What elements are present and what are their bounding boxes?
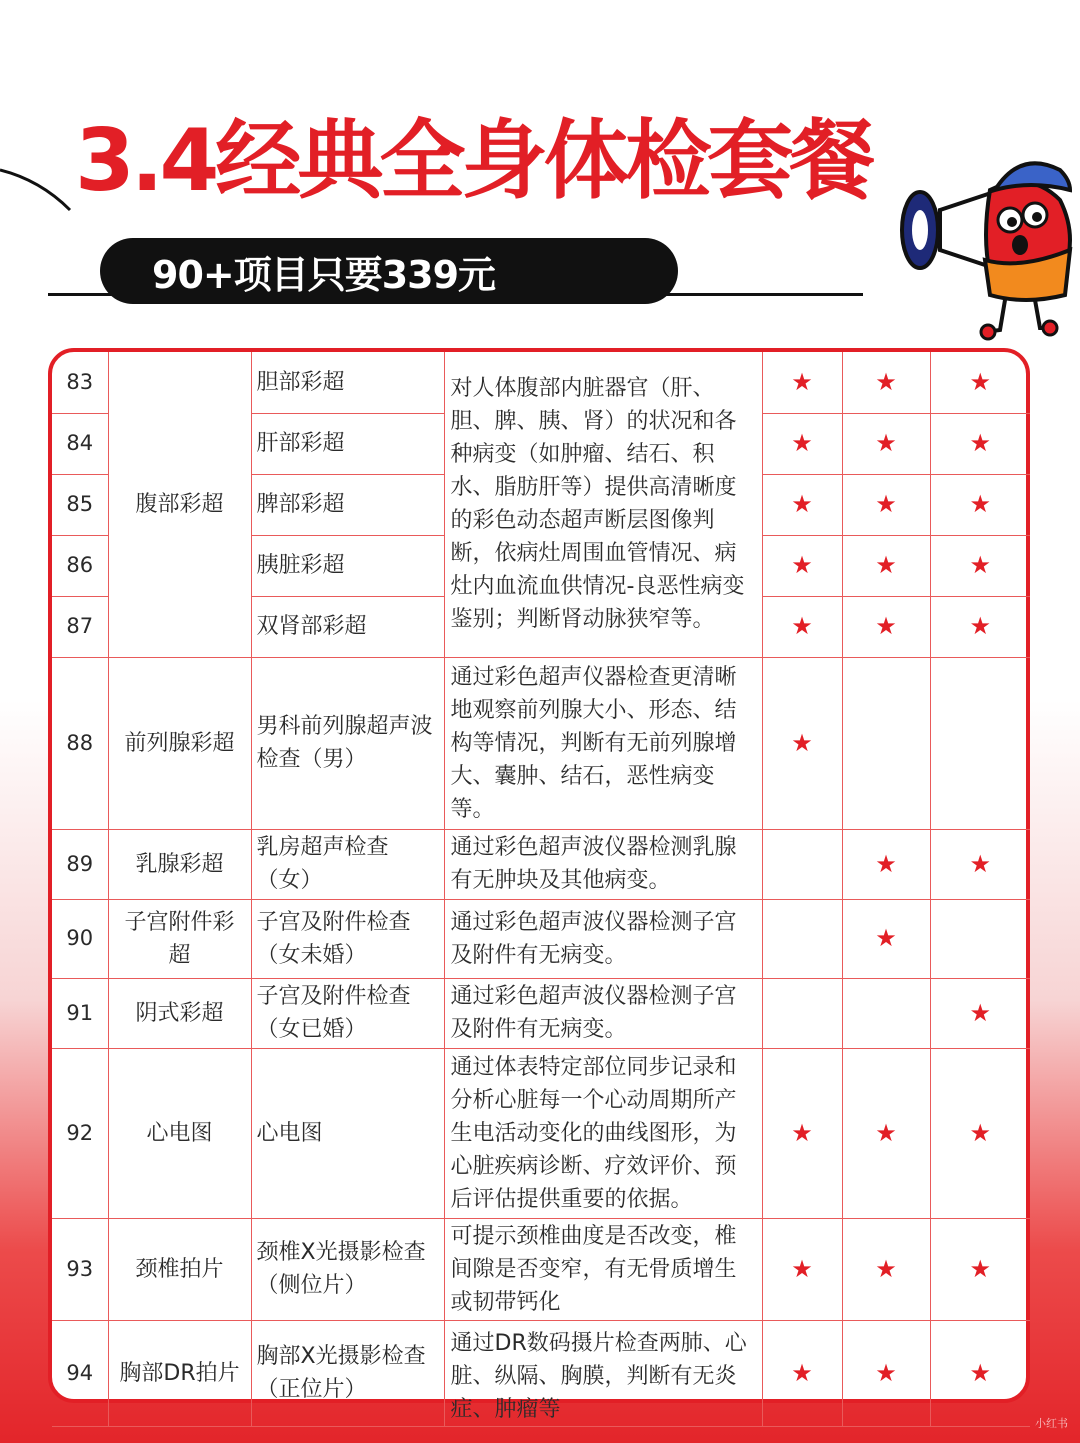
star-icon: ★ — [930, 1320, 1030, 1426]
subtitle-text: 90+项目只要339元 — [152, 252, 496, 297]
category-cell: 胸部DR拍片 — [108, 1320, 251, 1426]
star-icon — [930, 657, 1030, 829]
star-icon: ★ — [762, 1320, 842, 1426]
star-icon: ★ — [842, 1048, 930, 1218]
row-number: 90 — [52, 899, 108, 978]
row-number: 89 — [52, 829, 108, 899]
star-icon: ★ — [930, 596, 1030, 657]
star-icon: ★ — [930, 474, 1030, 535]
category-cell: 腹部彩超 — [108, 352, 251, 657]
description-cell: 通过彩色超声波仪器检测子宫及附件有无病变。 — [444, 899, 762, 978]
item-cell: 子宫及附件检查（女未婚） — [251, 899, 444, 978]
row-number: 86 — [52, 535, 108, 596]
row-number: 93 — [52, 1218, 108, 1320]
category-cell: 阴式彩超 — [108, 978, 251, 1048]
table-row — [52, 899, 1030, 978]
item-cell: 胆部彩超 — [251, 352, 444, 413]
category-cell: 前列腺彩超 — [108, 657, 251, 829]
star-icon: ★ — [842, 899, 930, 978]
star-icon: ★ — [762, 1048, 842, 1218]
description-cell: 通过彩色超声仪器检查更清晰地观察前列腺大小、形态、结构等情况，判断有无前列腺增大、囊肿、结石，恶性病变等。 — [444, 657, 762, 829]
star-icon: ★ — [842, 535, 930, 596]
table-row — [52, 657, 1030, 829]
star-icon: ★ — [930, 535, 1030, 596]
subtitle-pill — [100, 238, 678, 304]
item-cell: 脾部彩超 — [251, 474, 444, 535]
table-row — [52, 829, 1030, 899]
star-icon — [842, 978, 930, 1048]
star-icon: ★ — [930, 1048, 1030, 1218]
star-icon: ★ — [762, 535, 842, 596]
star-icon — [842, 657, 930, 829]
star-icon: ★ — [842, 352, 930, 413]
row-number: 88 — [52, 657, 108, 829]
star-icon: ★ — [842, 1218, 930, 1320]
star-icon: ★ — [842, 413, 930, 474]
star-icon — [930, 899, 1030, 978]
category-cell: 子宫附件彩超 — [108, 899, 251, 978]
row-number: 91 — [52, 978, 108, 1048]
star-icon: ★ — [762, 352, 842, 413]
double-chevron-down-icon — [692, 252, 732, 292]
row-number: 94 — [52, 1320, 108, 1426]
item-cell: 双肾部彩超 — [251, 596, 444, 657]
table-row — [52, 1048, 1030, 1218]
category-cell: 颈椎拍片 — [108, 1218, 251, 1320]
description-cell: 对人体腹部内脏器官（肝、胆、脾、胰、肾）的状况和各种病变（如肿瘤、结石、积水、脂肪肝等）提供高清晰度的彩色动态超声断层图像判断，依病灶周围血管情况、病灶内血流血供情况-良恶性病变鉴别；判断肾动脉狭窄等。 — [444, 352, 762, 657]
item-cell: 胰脏彩超 — [251, 535, 444, 596]
table-row — [52, 352, 1030, 413]
star-icon: ★ — [762, 413, 842, 474]
star-icon: ★ — [762, 1218, 842, 1320]
item-cell: 胸部X光摄影检查（正位片） — [251, 1320, 444, 1426]
row-number: 87 — [52, 596, 108, 657]
star-icon: ★ — [842, 596, 930, 657]
decorative-curve — [0, 150, 80, 370]
star-icon — [762, 978, 842, 1048]
exam-table — [52, 352, 1030, 1427]
star-icon: ★ — [930, 1218, 1030, 1320]
table-row — [52, 1320, 1030, 1426]
item-cell: 男科前列腺超声波检查（男） — [251, 657, 444, 829]
star-icon — [762, 829, 842, 899]
star-icon: ★ — [842, 1320, 930, 1426]
page-title: 3.4经典全身体检套餐 — [75, 111, 872, 211]
star-icon: ★ — [762, 657, 842, 829]
description-cell: 通过彩色超声波仪器检测子宫及附件有无病变。 — [444, 978, 762, 1048]
row-number: 84 — [52, 413, 108, 474]
description-cell: 通过DR数码摄片检查两肺、心脏、纵隔、胸膜，判断有无炎症、肿瘤等 — [444, 1320, 762, 1426]
star-icon: ★ — [930, 413, 1030, 474]
item-cell: 心电图 — [251, 1048, 444, 1218]
item-cell: 颈椎X光摄影检查（侧位片） — [251, 1218, 444, 1320]
table-row — [52, 978, 1030, 1048]
star-icon: ★ — [842, 474, 930, 535]
star-icon — [762, 899, 842, 978]
star-icon: ★ — [930, 352, 1030, 413]
star-icon: ★ — [930, 829, 1030, 899]
row-number: 92 — [52, 1048, 108, 1218]
item-cell: 子宫及附件检查（女已婚） — [251, 978, 444, 1048]
category-cell: 心电图 — [108, 1048, 251, 1218]
star-icon: ★ — [842, 829, 930, 899]
row-number: 85 — [52, 474, 108, 535]
description-cell: 通过体表特定部位同步记录和分析心脏每一个心动周期所产生电活动变化的曲线图形，为心脏疾病诊断、疗效评价、预后评估提供重要的依据。 — [444, 1048, 762, 1218]
description-cell: 通过彩色超声波仪器检测乳腺有无肿块及其他病变。 — [444, 829, 762, 899]
star-icon: ★ — [930, 978, 1030, 1048]
watermark: 小红书 — [1035, 1417, 1068, 1430]
megaphone-mascot-illustration — [900, 150, 1080, 340]
description-cell: 可提示颈椎曲度是否改变，椎间隙是否变窄，有无骨质增生或韧带钙化 — [444, 1218, 762, 1320]
item-cell: 乳房超声检查（女） — [251, 829, 444, 899]
table-row — [52, 1218, 1030, 1320]
row-number: 83 — [52, 352, 108, 413]
exam-table-card — [48, 348, 1030, 1422]
item-cell: 肝部彩超 — [251, 413, 444, 474]
star-icon: ★ — [762, 596, 842, 657]
star-icon: ★ — [762, 474, 842, 535]
category-cell: 乳腺彩超 — [108, 829, 251, 899]
